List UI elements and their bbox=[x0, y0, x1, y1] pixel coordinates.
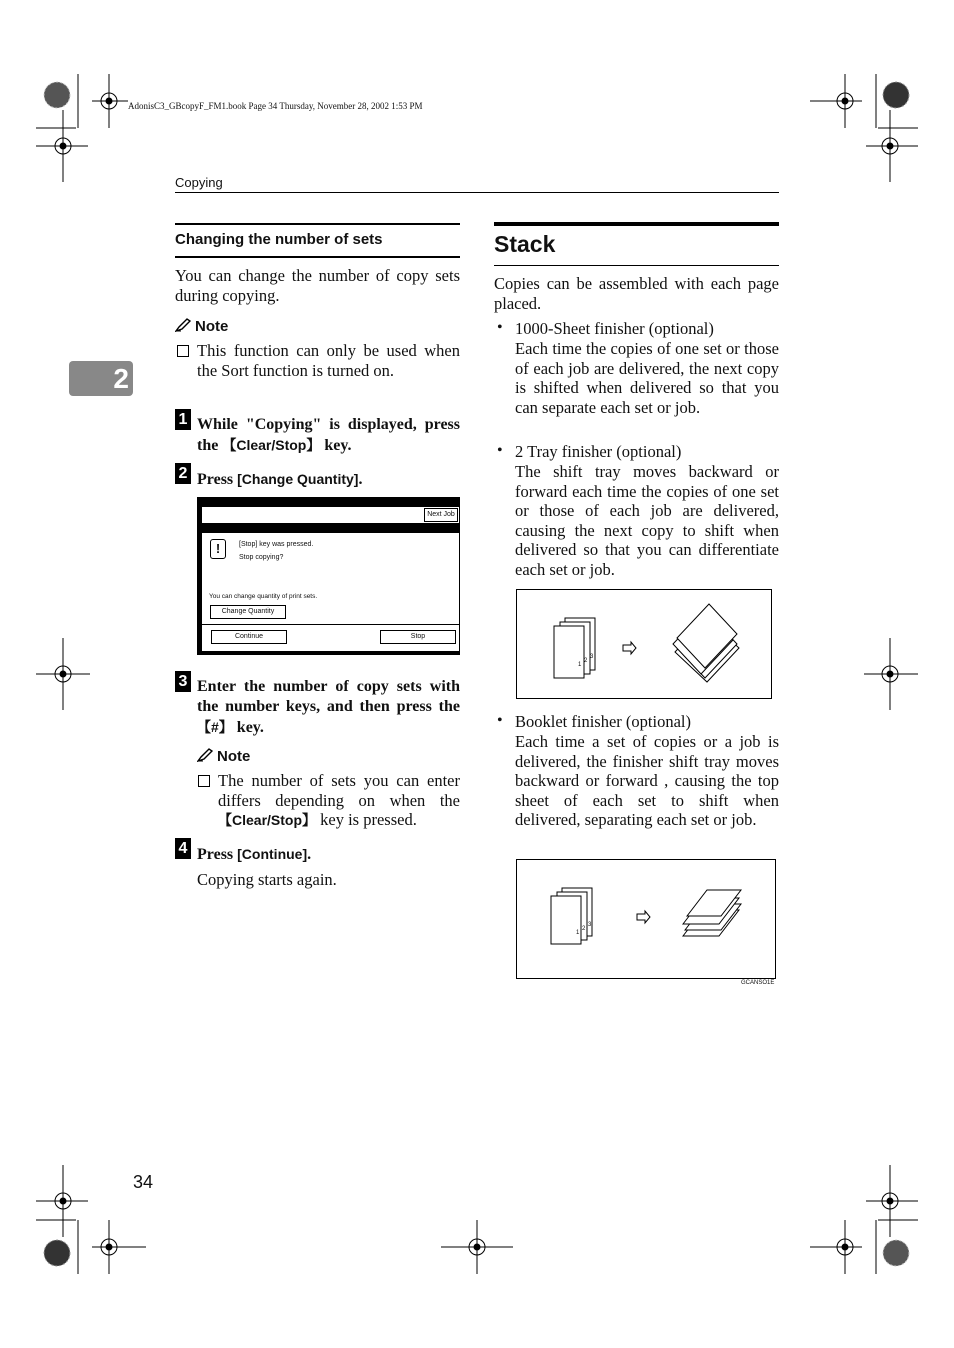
section-rule-top bbox=[175, 223, 460, 225]
note-title: Note bbox=[195, 318, 229, 335]
screen-title-bar bbox=[201, 506, 460, 524]
page-label: 2 bbox=[582, 926, 586, 932]
control-panel-screen bbox=[197, 497, 460, 655]
section-rule-bottom bbox=[175, 256, 460, 258]
note-item bbox=[218, 771, 460, 831]
step-text-part: key. bbox=[320, 437, 352, 454]
step-number: 1 bbox=[175, 409, 191, 430]
page-number: 34 bbox=[133, 1172, 154, 1192]
booklet-illustration bbox=[517, 860, 775, 978]
note-heading bbox=[197, 748, 250, 765]
step-text bbox=[197, 844, 460, 865]
key-label: 【Clear/Stop】 bbox=[222, 437, 321, 453]
step-number: 4 bbox=[175, 838, 191, 859]
intro-paragraph: Copies can be assembled with each page placed. bbox=[494, 274, 779, 313]
page-label: 3 bbox=[590, 654, 594, 660]
step-text-part: Press bbox=[197, 471, 238, 488]
arrow-right-icon bbox=[623, 642, 636, 654]
figure-code: GCANSO1E bbox=[741, 980, 775, 986]
step-text bbox=[197, 415, 460, 456]
screen-dialog bbox=[201, 532, 460, 630]
bullet-icon: • bbox=[497, 442, 503, 459]
alert-icon: ! bbox=[210, 539, 226, 559]
key-label: 【Clear/Stop】 bbox=[218, 812, 317, 828]
step-text-part: . bbox=[307, 846, 312, 863]
step-text bbox=[197, 677, 460, 738]
stop-button[interactable]: Stop bbox=[380, 630, 456, 644]
checkbox-icon bbox=[177, 345, 189, 357]
header-rule bbox=[175, 192, 779, 193]
pencil-icon bbox=[175, 318, 191, 332]
bullet-title: Booklet finisher (optional) bbox=[515, 712, 691, 731]
step-text-part: . bbox=[358, 471, 363, 488]
chapter-tab: 2 bbox=[69, 361, 133, 396]
figure-booklet bbox=[516, 859, 776, 979]
next-job-button[interactable]: Next Job bbox=[424, 508, 458, 522]
file-info: AdonisC3_GBcopyF_FM1.book Page 34 Thursday, November 28, 2002 1:53 PM bbox=[128, 101, 423, 111]
figure-shift-sort bbox=[516, 589, 772, 699]
stack-illustration bbox=[517, 590, 771, 698]
arrow-right-icon bbox=[637, 911, 650, 923]
bullet-icon: • bbox=[497, 319, 503, 336]
section-rule-bottom bbox=[494, 265, 779, 266]
bullet-text: The shift tray moves backward or forward each time the copies of one set or those of each job are delivered, causing the next copy to shift when delivered so that you can differentiate each set or job. bbox=[515, 462, 779, 579]
bullet-title: 2 Tray finisher (optional) bbox=[515, 442, 682, 461]
bullet-title: 1000-Sheet finisher (optional) bbox=[515, 319, 714, 338]
note-text-part: key is pressed. bbox=[316, 810, 417, 829]
continue-button[interactable]: Continue bbox=[211, 630, 287, 644]
step-text-part: key. bbox=[232, 719, 264, 736]
bullet-icon: • bbox=[497, 712, 503, 729]
step-text-part: Enter the number of copy sets with the number keys, and then press the bbox=[197, 678, 460, 715]
page-label: 1 bbox=[578, 662, 582, 668]
step-result: Copying starts again. bbox=[197, 870, 337, 889]
note-heading bbox=[175, 318, 228, 335]
note-text-part: The number of sets you can enter differs depending on when the bbox=[218, 771, 460, 810]
running-head: Copying bbox=[175, 175, 223, 190]
pencil-icon bbox=[197, 748, 213, 762]
step-text bbox=[197, 469, 460, 490]
page-label: 1 bbox=[576, 930, 580, 936]
bullet-text: Each time a set of copies or a job is delivered, the finisher shift tray moves backward or forward , causing the top sheet of each set to shift when delivered, separating each set or job. bbox=[515, 732, 779, 829]
section-heading: Stack bbox=[494, 231, 556, 257]
step-text-part: While "Copying" is displayed, press the bbox=[197, 416, 460, 454]
step-number: 3 bbox=[175, 671, 191, 692]
key-label: 【#】 bbox=[197, 719, 233, 735]
key-label: [Continue] bbox=[237, 846, 308, 862]
screen-message: Stop copying? bbox=[239, 554, 284, 561]
screen-message: [Stop] key was pressed. bbox=[239, 541, 314, 548]
bullet-text: Each time the copies of one set or those of each job are delivered, the next copy is shifted when delivered so that you can separate each set or job. bbox=[515, 339, 779, 417]
section-rule-top bbox=[494, 222, 779, 226]
intro-paragraph: You can change the number of copy sets during copying. bbox=[175, 266, 460, 305]
step-text-part: Press bbox=[197, 846, 238, 863]
step-number: 2 bbox=[175, 463, 191, 484]
change-quantity-button[interactable]: Change Quantity bbox=[210, 605, 286, 619]
note-title: Note bbox=[217, 748, 251, 765]
page-label: 3 bbox=[588, 922, 592, 928]
screen-message: You can change quantity of print sets. bbox=[209, 593, 318, 600]
section-heading: Changing the number of sets bbox=[175, 231, 383, 248]
screen-button-row bbox=[201, 624, 460, 652]
key-label: [Change Quantity] bbox=[237, 471, 359, 487]
checkbox-icon bbox=[198, 775, 210, 787]
page-label: 2 bbox=[584, 658, 588, 664]
note-item: This function can only be used when the Sort function is turned on. bbox=[197, 341, 460, 380]
